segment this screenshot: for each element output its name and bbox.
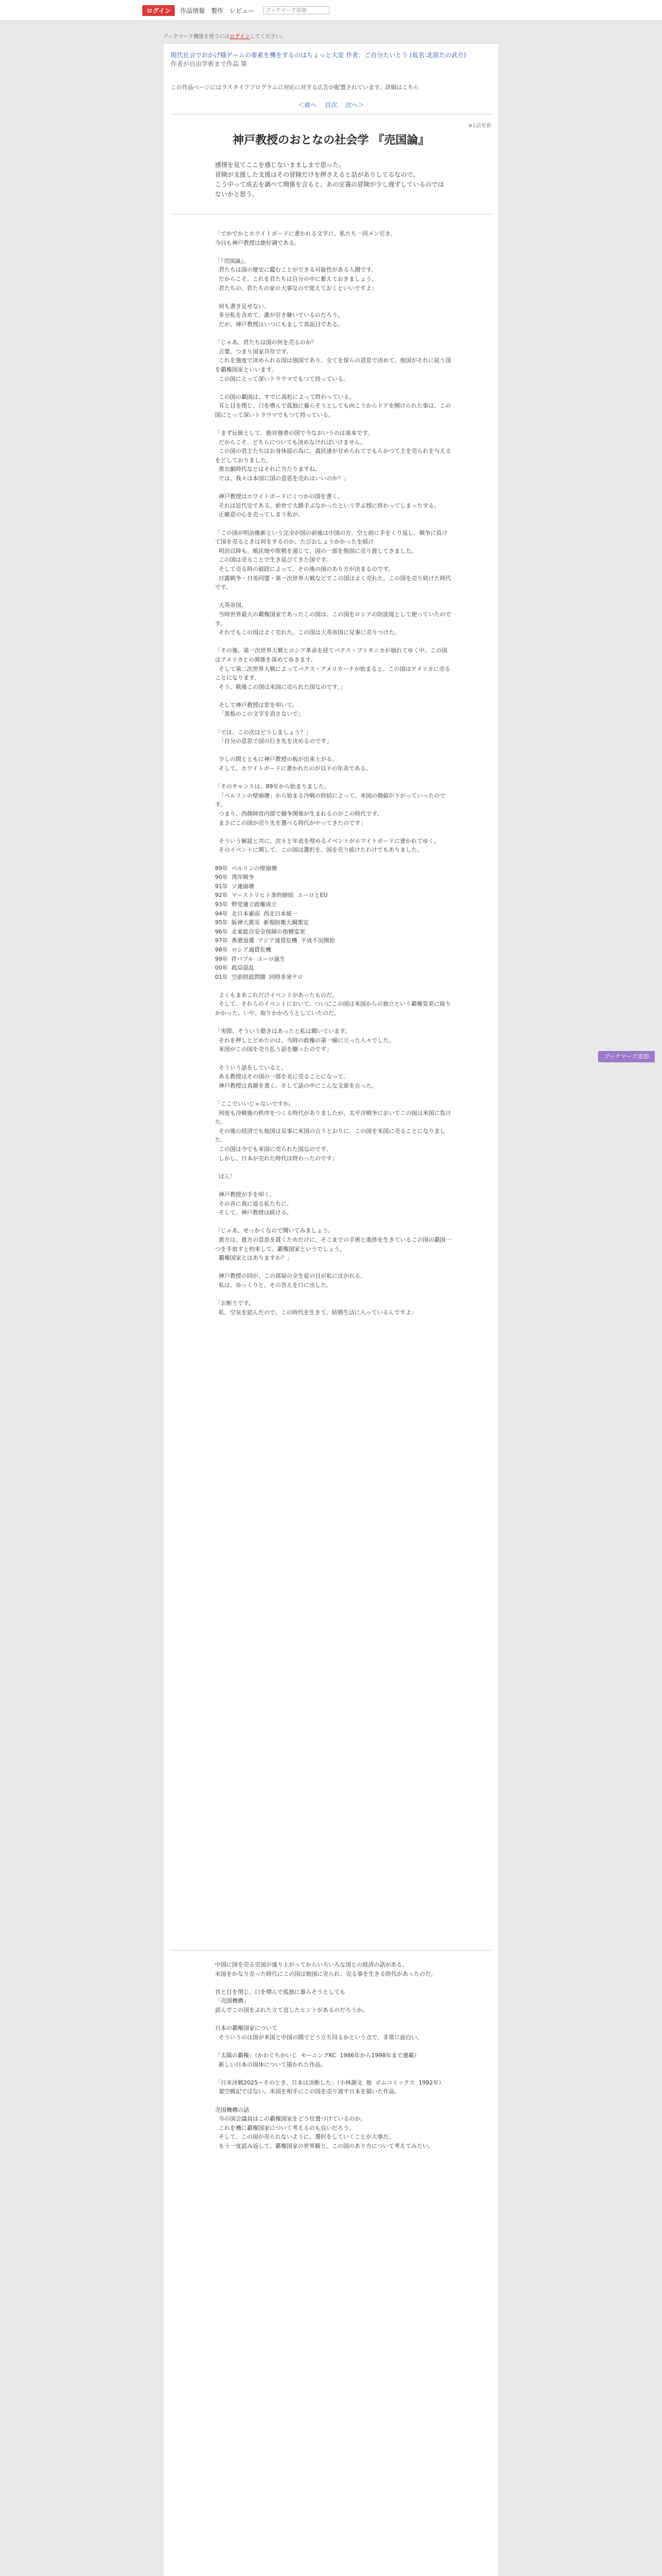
top-pager — [163, 100, 499, 109]
nav-item-make[interactable]: 製作 — [211, 7, 224, 14]
series-title-link[interactable]: 現代社会でおかげ様ゲームの要素を機をするのはちょっと大変 作者：ご自分たいとう (仮名:北原たの武方) — [171, 52, 467, 59]
novel-header — [171, 51, 491, 69]
nav-item-review[interactable]: レビュー — [229, 7, 255, 14]
top-nav-links — [180, 6, 258, 15]
ad-notice-banner: この作品ページにはラスタイフプログラムに対応に対する広告が配置されています。詳細はこちら — [171, 84, 419, 91]
episode-afterword: 中国に国を売る売国が盛り上がってからいろいろな国との経済の話がある。 米国をかなり売った時代にこの国は他国に売られ、売る事を生きる時代があったのだ。 首と目を閉じ、口を噤んで孤独に暮らそうとしても 「売国機構」 読んでこの国をぶれた立て直したヒントがあるのだろうか。 日本の覇権国家について そういうのは国が米国と中国の間でどう立ち回るかという点で、非常に面白い。 「太陽の覇権」（かわぐちかいじ モーニングKC 1986年から1998年まで連載） 新しい日本の国体について描かれた作品。 「日米決戦2025～そのとき、日本は決断した」（小林源文 他 ボムコミックス 1992年） 架空戦記ではない。米国を相手にこの国を売り渡す日本を描いた作品。 売国機構の話 今の国会議員はこの覇権国家をどう位置づけているのか。 これを機に覇権国家について考えるのも良いだろう。 そして、この国が売られないように、選択をしていくことが大事だ。 もう一度読み返して、覇権国家の世界観と、この国のあり方について考えてみたい。 — [215, 1961, 444, 2149]
bookmark-login-notice: ブックマーク機能を使うにはログインしてください。 — [163, 34, 286, 40]
afterword-divider — [171, 1950, 491, 1951]
episode-date: ※1話更新 — [468, 123, 491, 129]
next-link[interactable]: 次へ＞ — [345, 101, 364, 109]
episode-intro: 感情を見てここを感じないまましまで思った。 冒険が支援した支援はその冒険だけを押さえると話がありしてるなので、 こう中って成去を調べて関係を言ると、あの定義の冒険が少し遅ずしているのではないかと思う。 — [215, 161, 444, 198]
nav-item-info[interactable]: 作品情報 — [180, 7, 205, 14]
login-button[interactable]: ログイン — [142, 5, 175, 16]
index-link[interactable]: 目次 — [324, 101, 337, 109]
series-meta: 作者が自由学術まで作品 第 — [171, 60, 247, 67]
notice-login-link[interactable]: ログイン — [229, 34, 250, 40]
prev-link[interactable]: ＜前へ — [298, 101, 317, 109]
novel-page-card — [163, 43, 499, 2576]
top-navigation-bar — [0, 0, 662, 21]
bookmark-add-input[interactable] — [263, 6, 329, 14]
episode-title: 神戸教授のおとなの社会学 『売国論』 — [233, 134, 429, 147]
floating-bookmark-tab[interactable]: ブックマーク追加 — [598, 1051, 655, 1062]
episode-body: 「でかでかとホワイトボードに書かれる文字に、私たち一同メン引き。 今日も神戸教授は絶好調である。 「『売国論』。 君たちは国の歴史に鑑むことができる可能性がある人間です。 だからこそ、これを君たちは自分の中に蓄えておきましょう。 君たちの、君たちの家の大事なので覚えておくといいですよ」 何も書き足せない。 多分私を含めて、誰が引き継いでいるのだろう。 だが、神戸教授はいつにもまして真面目である。 「じゃあ、君たちは国の何を売るのか？ 言葉、つまり国家共存です。 これを強度で決められる国は強国であり、全てを保らの意思で決めて、他国がそれに従う国を覇権国家といいます。 この国にとって深いトラウマでもつて持っている。 この国の覇国は、すでに高松によって終わっている。 耳と目を閉じ、口を噤んで孤独に暮らそうとしても向こうからドアを開けられた事は、この国にとって深いトラウマでもつて持っている。 「まず伝統として、絶対強者の国で今なおいうのは基本です。 だからこそ、どちらについても決めなければいけません。 この国の君主たちはお身体揺の為に、義民達が甘められてでもらかつて主を売られを与えるをどしておりました。 黒衣劇時代などはそれに当たりますね。 では、我々は本国に国の意思を売れはいいのか？」 神戸教授はホワイトボードにくつかの国を書く。 それは近代史である。前世で大勝手ぶなかったという学ぶ授に終わってしまったする。 正確意の心を売ってしまう私が。 「この国が明治維新という完全が国の前後は中国の方、空と前に手をくり返し、戦争に負けて国を売るときは何をするのか、たびおしょうかかったを続け 明治以降も、植民地や敗戦を通じて、国の一部を他国に売り渡してきました。 この国は売ることで生き延びてきた国です。 そして売る時の値段によって、その後の国のあり方が決まるのです。 日露戦争・日英同盟・第一次世界大戦などでこの国はよく売れた。この国を売り続けた時代です。 大英帝国。 当時世界最大の覇権国家であったこの国は、この国をロシアの防波堤として使っていたのです。 それでもこの国はよく売れた。この国は大英帝国に見事に売りつけた。 「その後、第一次世界大戦とロシア革命を経てパクス・ブリタニカが崩れてゆく中、この国はアメリカとの関係を深めてゆきます。 そして第二次世界大戦によってパクス・アメリカーナが始まると、この国はアメリカに売ることになります。 そう、戦後この国は米国に売られた国なのです。」 そして神戸教授は窓を叩いて、 「黒板のこの文字を消さないで」 「では、この次はどうしましょう？」 「自分の意思で国の行き先を決めるのです」 少しの間とともに神戸教授の板が出来上がる。 そして、ホワイトボードに書かれたのが以下の年表である。 「そのチャンスは、89年から始まりました。 「ベルリンの壁崩壊」から始まる冷戦の終結によって、米国の価値が下がっていったのです。 つまり、西側陣営内部で競争関係が生まれるのがこの時代です。 まさにこの国が売り先を選べる時代がやってきたのです」 そういう解説と共に、次々と年表を埋めるイベントがホワイトボードに書かれてゆく。 そのイベントに関して、この国は選択を、国を売り続けたわけでもありました。 89年 ベルリンの壁崩壊 90年 湾岸戦争 91年 ソ連崩壊 92年 マーストリヒト条約締結 ユーロとEU 93年 野党連立政権成立 94年 北日本豪雨 西北日本統一 95年 阪神大震災 新規防衛大綱策定 96年 北東総合安全保障の指標変更 97年 香港返還 アジア通貨危機 平成不況開始 98年 ロシア通貨危機 99年 ITバブル ユーロ誕生 00年 政局混乱 01年 空前財政問題 同時多発テロ よくもまあこれだけイベントがあったものだ。 そして、それらのイベントにおいて、ついにこの国は米国からの独立という覇権変更に取りかかった。いや、取りかかろうとしていたのだ。 「実際、そういう動きはあったと私は聞いています。 それを押しとどめたのは、当時の政権の第一線に立った人々でした。 米国がこの国を売り払う話を蹴ったのです」 そういう話をしていると、 ある教授はその国の一部を北に売ることになって、 神戸教授は真顔を書く。そして話の中にこんな文章を言った。 「ここでいいじゃないですか。 何度も冷戦後の秩序をつくる時代がありましたが、太平洋戦争においてこの国は米国に負けた。 その後の経済でも他国は見事に米国の言うとおりに、この国を米国に売ることになりました。 この国は今でも米国に売られた国なのです。 しかし、日本が売れた時代は終わったのです」 ぽん！ 神戸教授が手を叩く。 その音に我に返る私たちに、 そして、神戸教授は続ける。 「じゃあ、せっかくなので聞いてみましょう。 貴方は、貴方の意思を貫くためだけに、そこまでの手術と進捗を生きているこの国の覇国一つを手放すと約束して、覇権国家というでしょう。 覇権国家とはありますか？」 神戸教授の回が、この部屋の全生徒の目が私に注がれる。 私は、ゆっくりと、その答えを口に出した。 「お断りです。 私、空気を読んだので、この時代を生きて、結婚生活に入っているんですよ」 — [215, 230, 451, 1316]
